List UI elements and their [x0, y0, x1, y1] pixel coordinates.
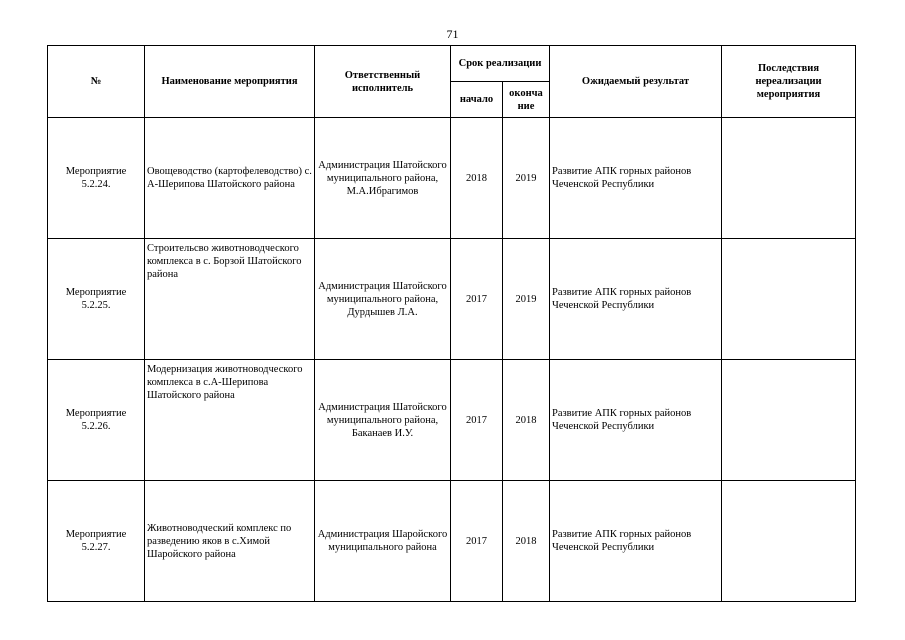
row-end: 2019 — [503, 118, 550, 239]
row-name-text: Строительсво животноводческого комплекса в с. Борзой Шатойского района — [147, 243, 302, 280]
row-num: Мероприятие 5.2.24. — [48, 118, 145, 239]
header-term: Срок реализации — [451, 46, 550, 82]
header-consequences: Последствия нереализации мероприятия — [722, 46, 856, 118]
row-result: Развитие АПК горных районов Чеченской Республики — [550, 239, 722, 360]
row-executor: Администрация Шатойского муниципального района, Баканаев И.У. — [315, 360, 451, 481]
row-name — [145, 239, 315, 360]
row-executor: Администрация Шатойского муниципального района, Дурдышев Л.А. — [315, 239, 451, 360]
table-header-row — [48, 46, 856, 82]
header-start: начало — [451, 82, 503, 118]
header-num: № — [48, 46, 145, 118]
row-consequences — [722, 481, 856, 602]
row-name: Овощеводство (картофелеводство) с. А-Шерипова Шатойского района — [145, 118, 315, 239]
row-executor: Администрация Шатойского муниципального района, М.А.Ибрагимов — [315, 118, 451, 239]
row-consequences — [722, 239, 856, 360]
table-row — [48, 481, 856, 602]
row-consequences — [722, 118, 856, 239]
row-result: Развитие АПК горных районов Чеченской Республики — [550, 360, 722, 481]
row-name-text: Модернизация животноводческого комплекса в с.А-Шерипова Шатойского района — [147, 364, 303, 401]
row-result: Развитие АПК горных районов Чеченской Республики — [550, 481, 722, 602]
table-row — [48, 360, 856, 481]
row-num: Мероприятие 5.2.27. — [48, 481, 145, 602]
row-result: Развитие АПК горных районов Чеченской Республики — [550, 118, 722, 239]
page-number: 71 — [446, 27, 459, 41]
row-start: 2017 — [451, 360, 503, 481]
row-end: 2019 — [503, 239, 550, 360]
table-row — [48, 239, 856, 360]
row-end: 2018 — [503, 360, 550, 481]
row-end: 2018 — [503, 481, 550, 602]
measures-table — [47, 45, 856, 602]
header-executor: Ответственный исполнитель — [315, 46, 451, 118]
header-end: оконча ние — [503, 82, 550, 118]
row-num: Мероприятие 5.2.26. — [48, 360, 145, 481]
row-start: 2018 — [451, 118, 503, 239]
row-consequences — [722, 360, 856, 481]
header-name: Наименование мероприятия — [145, 46, 315, 118]
table-row — [48, 118, 856, 239]
row-name — [145, 360, 315, 481]
row-name: Животноводческий комплекс по разведению яков в с.Химой Шаройского района — [145, 481, 315, 602]
row-start: 2017 — [451, 239, 503, 360]
row-start: 2017 — [451, 481, 503, 602]
row-num: Мероприятие 5.2.25. — [48, 239, 145, 360]
header-result: Ожидаемый результат — [550, 46, 722, 118]
row-executor: Администрация Шаройского муниципального района — [315, 481, 451, 602]
